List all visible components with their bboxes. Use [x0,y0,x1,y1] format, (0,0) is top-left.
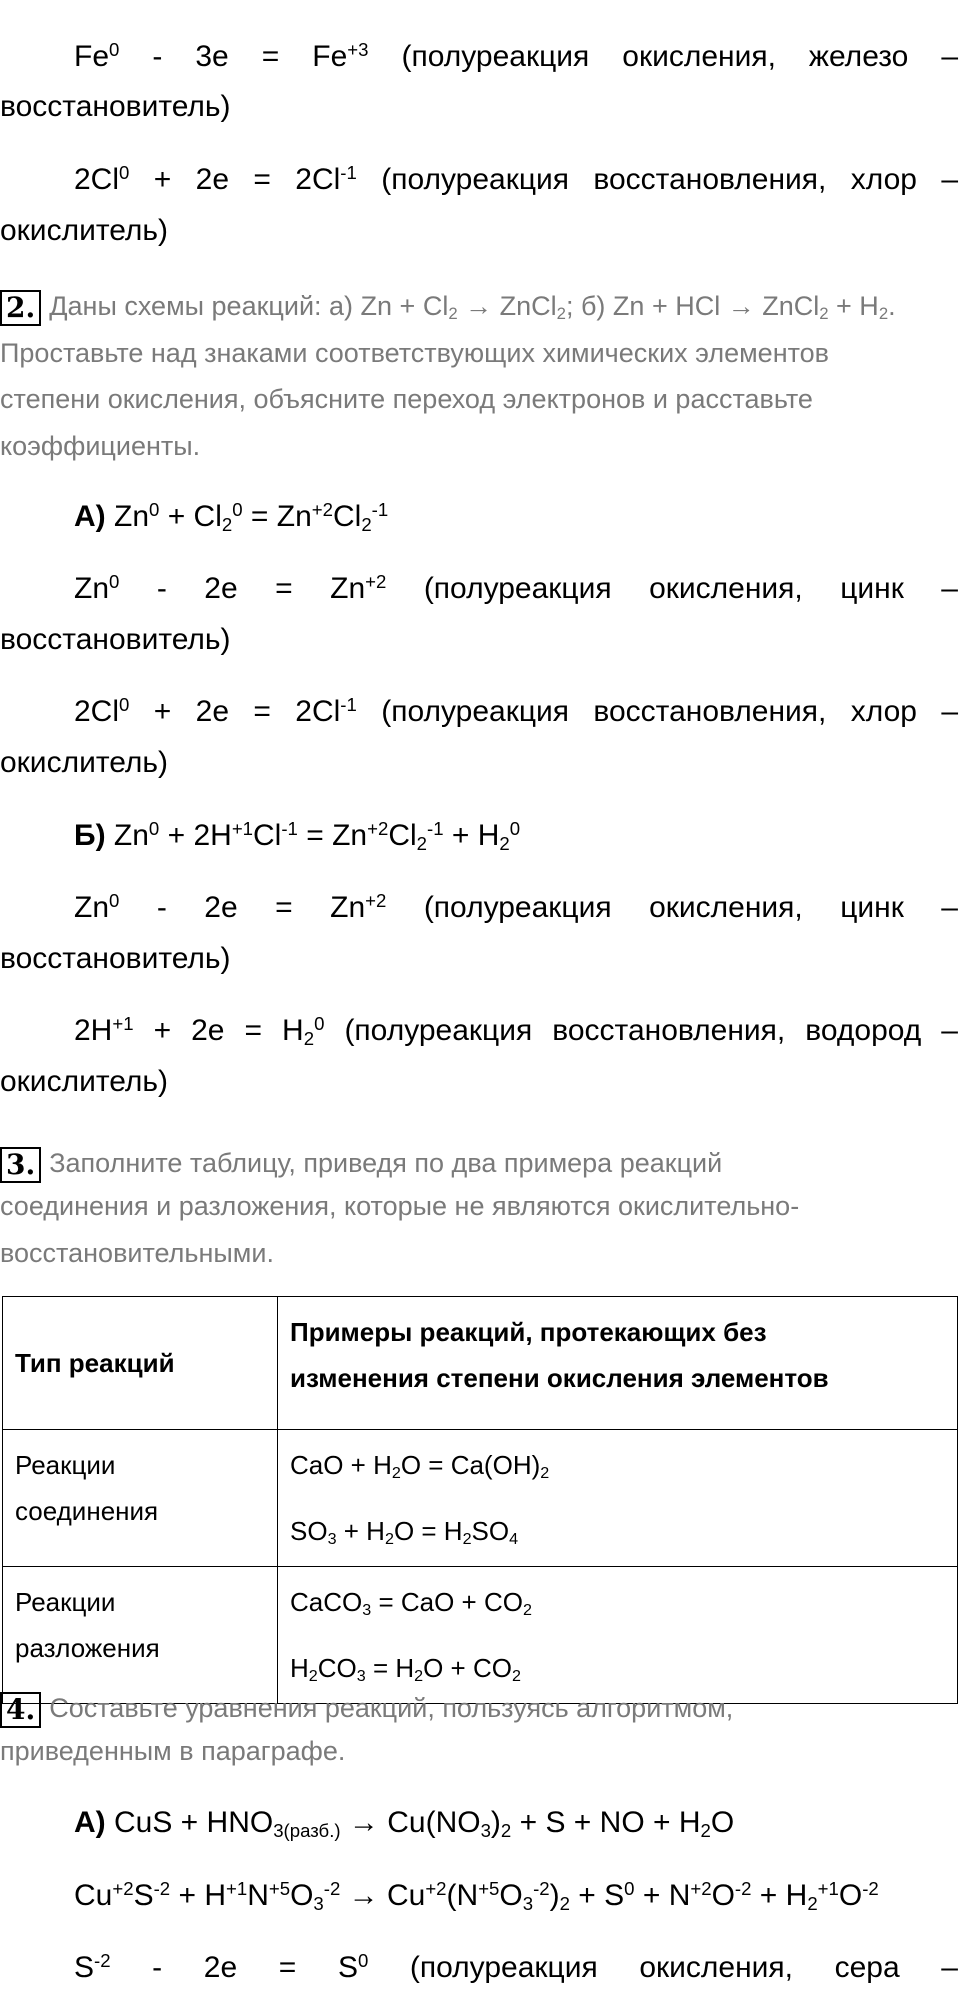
header-reaction-type: Тип реакций [3,1297,278,1430]
task2-a-cl-half-cont: окислитель) [0,746,169,779]
task3-question-line1: 3. Заполните таблицу, приведя по два примера реакций [0,1147,722,1183]
reactions-table [2,1296,958,1704]
task2-b-h-half: $2H^{+1} + 2e = H_2^0$ (полуреакция восстановления, водород – [74,1012,958,1049]
fe-half-reaction: $Fe^0 - 3e = Fe^{+3}$ (полуреакция окисления, железо – [74,38,959,73]
task2-b-zn-half: $Zn^0 - 2e = Zn^{+2}$ (полуреакция окисления, цинк – [74,889,958,924]
task2-a-equation: А) $Zn^0 + Cl_2^0 = Zn^{+2}Cl_2^{-1}$ [74,498,389,535]
task2-question-line2: Проставьте над знаками соответствующих химических элементов [0,338,830,368]
table-row [3,1430,958,1567]
task2-b-h-half-cont: окислитель) [0,1065,169,1098]
task4-question-line1: 4. Составьте уравнения реакций, пользуясь алгоритмом, [0,1692,733,1728]
example-equation: $SO_3 + H_2O = H_2SO_4$ [290,1516,519,1549]
cl-half-reaction-cont: окислитель) [0,214,169,247]
task2-b-equation: Б) $Zn^0 + 2H^{+1}Cl^{-1} = Zn^{+2}Cl_2^{-1} + H_2^0$ [74,817,521,854]
example-equation: CaCO$_3$ = CaO + $CO_2$ [290,1587,532,1620]
task4-question-line2: приведенным в параграфе. [0,1736,346,1766]
fe-half-reaction-cont: восстановитель) [0,90,231,123]
task2-b-zn-half-cont: восстановитель) [0,942,231,975]
cl-half-reaction: $2Cl^0 + 2e = 2Cl^{-1}$ (полуреакция восстановления, хлор – [74,161,959,196]
header-examples: Примеры реакций, протекающих без изменения степени окисления элементов [278,1297,958,1430]
row-examples-combination [278,1430,958,1567]
row-type-combination: Реакции соединения [3,1430,278,1567]
task2-question-line4: коэффициенты. [0,431,201,461]
task3-question-line3: восстановительными. [0,1238,274,1268]
task4-a-equation: А) CuS + $HNO_{3(разб.)} \to Cu(NO_3)_2 + S$ + NO + $H_2O$ [74,1806,735,1841]
row-type-decomposition: Реакции разложения [3,1567,278,1704]
task2-question-line1: 2. Даны схемы реакций: а) $Zn + Cl_2$ → ZnCl$_2$; б) Zn + HCl → ZnCl$_2$ + $H_2$. [0,290,896,326]
task2-a-cl-half: $2Cl^0 + 2e = 2Cl^{-1}$ (полуреакция восстановления, хлор – [74,693,959,728]
task-number: 3. [0,1147,41,1183]
example-equation: CaO + $H_2O = Ca(OH)_2$ [290,1450,550,1483]
task4-a-oxidation-states: $Cu^{+2}S^{-2} + H^{+1}N^{+5}O_3^{-2} \to Cu^{+2}(N^{+5}O_3^{-2})_2 + S^0 + N^{+2}O^{-2} + H_2^{+1}O^{-2}$ [74,1877,879,1914]
task2-a-zn-half: $Zn^0 - 2e = Zn^{+2}$ (полуреакция окисления, цинк – [74,570,958,605]
task2-a-zn-half-cont: восстановитель) [0,623,231,656]
table-row [3,1567,958,1704]
task-number: 2. [0,290,41,326]
row-examples-decomposition [278,1567,958,1704]
task3-question-line2: соединения и разложения, которые не являются окислительно- [0,1191,800,1221]
task2-question-line3: степени окисления, объясните переход электронов и расставьте [0,384,813,414]
example-equation: $H_2CO_3 = H_2O + CO_2$ [290,1653,521,1686]
task-number: 4. [0,1692,41,1728]
task4-a-s-half: $S^{-2} - 2e = S^0$ (полуреакция окисления, сера – [74,1949,958,1984]
table-header-row [3,1297,958,1430]
